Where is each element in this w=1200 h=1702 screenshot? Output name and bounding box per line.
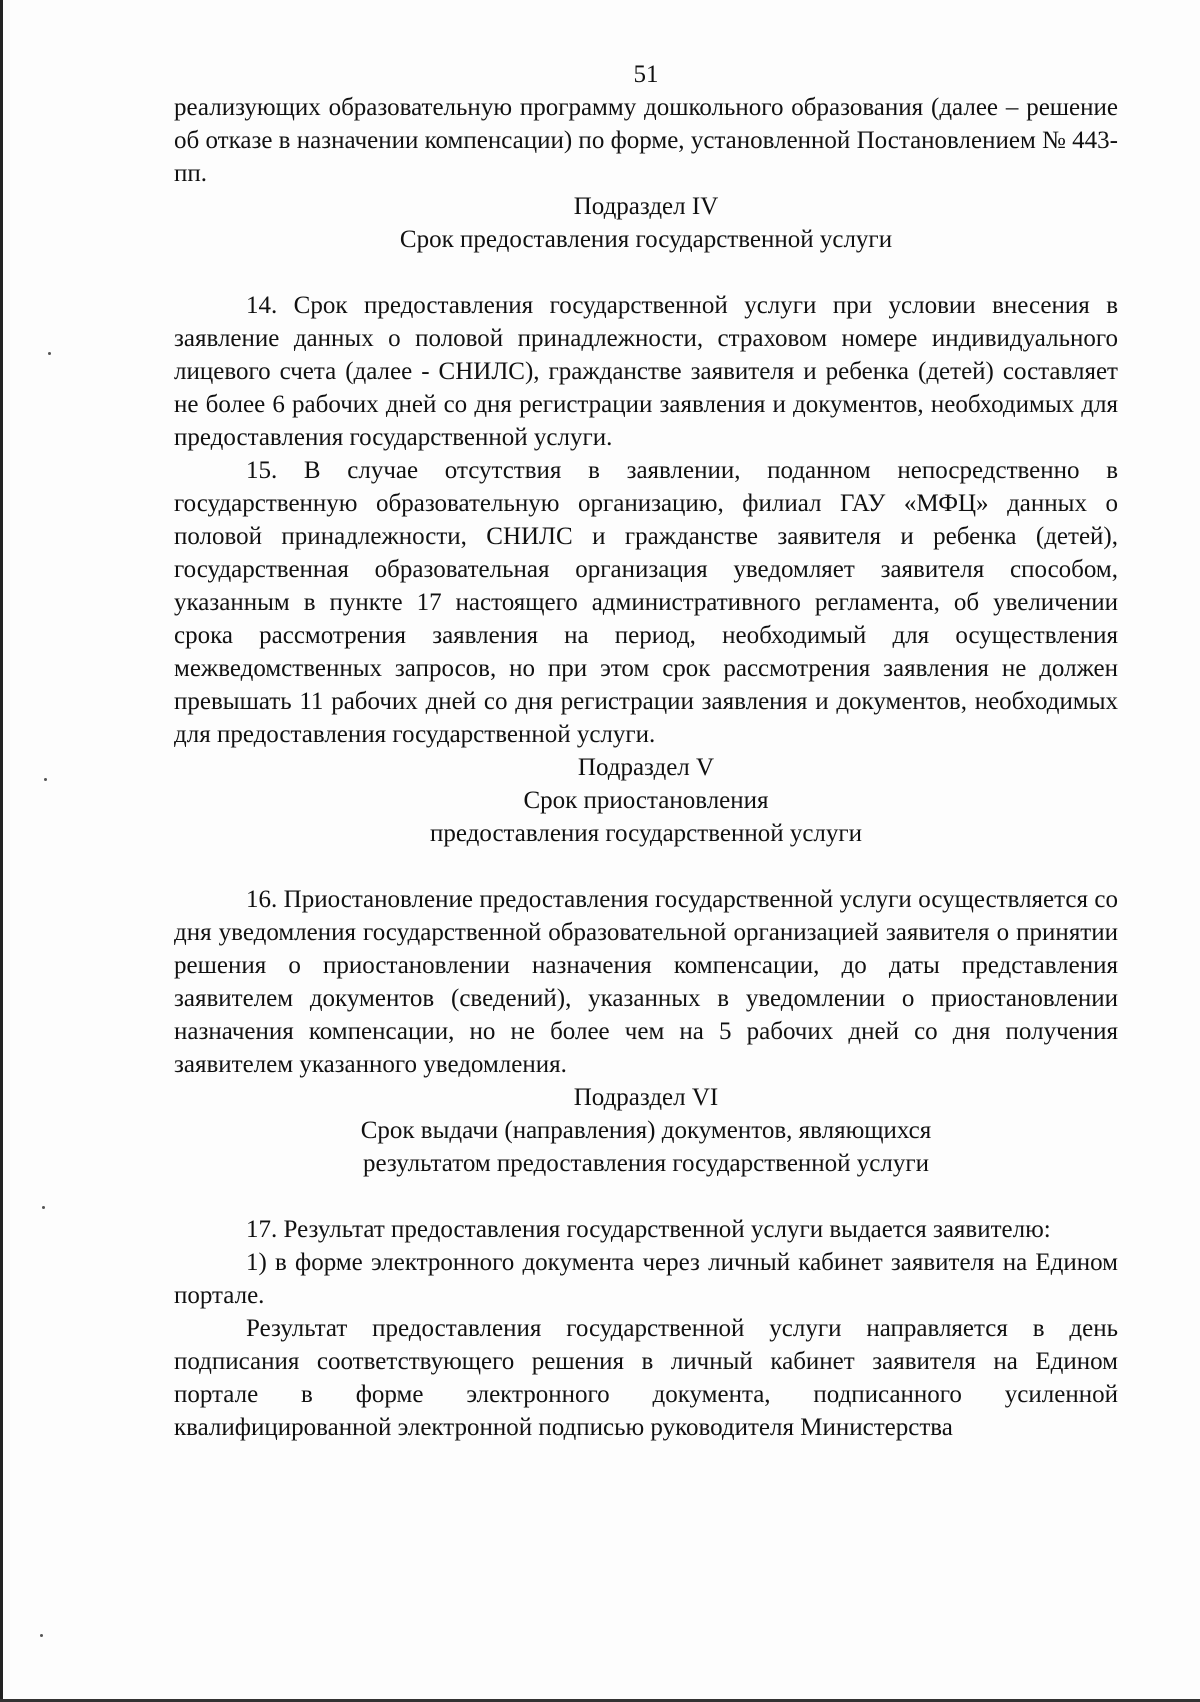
section-6-heading: Подраздел VI: [573, 1084, 719, 1111]
spacer: [174, 256, 1118, 289]
paragraph-14: 14. Срок предоставления государственной услуги при условии внесения в заявление данных о половой принадлежности, страховом номере индивидуального лицевого счета (далее - СНИЛС), гражданстве заявителя и ребенка (детей) составляет не более 6 рабочих дней со дня регистрации заявления и документов, необходимых для предоставления государственной услуги.: [174, 292, 1118, 451]
scan-edge-left: [0, 0, 3, 1702]
section-6-title-line-1: Срок выдачи (направления) документов, являющихся: [360, 1117, 932, 1144]
scan-speck: [42, 1206, 45, 1209]
page-number: 51: [633, 61, 659, 88]
paragraph-17: 17. Результат предоставления государственной услуги выдается заявителю:: [246, 1216, 1051, 1243]
paragraph-17-item-1: 1) в форме электронного документа через личный кабинет заявителя на Едином портале.: [174, 1249, 1118, 1309]
section-4-title: Срок предоставления государственной услуги: [399, 226, 893, 253]
scan-speck: [44, 778, 47, 781]
section-5-title-line-2: предоставления государственной услуги: [429, 820, 863, 847]
intro-paragraph: реализующих образовательную программу дошкольного образования (далее – решение об отказе в назначении компенсации) по форме, установленной Постановлением № 443-пп.: [174, 94, 1118, 187]
section-6-title-line-2: результатом предоставления государственной услуги: [362, 1150, 930, 1177]
spacer: [174, 1180, 1118, 1213]
scan-speck: [40, 1634, 43, 1637]
scan-speck: [48, 352, 51, 355]
paragraph-17-result: Результат предоставления государственной услуги направляется в день подписания соответствующего решения в личный кабинет заявителя на Едином портале в форме электронного документа, подписанного усиленной квалифицированной электронной подписью руководителя Министерства: [174, 1315, 1118, 1441]
paragraph-15: 15. В случае отсутствия в заявлении, поданном непосредственно в государственную образовательную организацию, филиал ГАУ «МФЦ» данных о половой принадлежности, СНИЛС и гражданстве заявителя и ребенка (детей), государственная образовательная организация уведомляет заявителя способом, указанным в пункте 17 настоящего административного регламента, об увеличении срока рассмотрения заявления на период, необходимый для осуществления межведомственных запросов, но при этом срок рассмотрения заявления не должен превышать 11 рабочих дней со дня регистрации заявления и документов, необходимых для предоставления государственной услуги.: [174, 457, 1118, 748]
section-5-heading: Подраздел V: [577, 754, 715, 781]
document-body: [174, 58, 1118, 1444]
section-4-heading: Подраздел IV: [573, 193, 719, 220]
spacer: [174, 850, 1118, 883]
section-5-title-line-1: Срок приостановления: [523, 787, 769, 814]
paragraph-16: 16. Приостановление предоставления государственной услуги осуществляется со дня уведомления государственной образовательной организацией заявителя о принятии решения о приостановлении назначения компенсации, до даты представления заявителем документов (сведений), указанных в уведомлении о приостановлении назначения компенсации, но не более чем на 5 рабочих дней со дня получения заявителем указанного уведомления.: [174, 886, 1118, 1078]
